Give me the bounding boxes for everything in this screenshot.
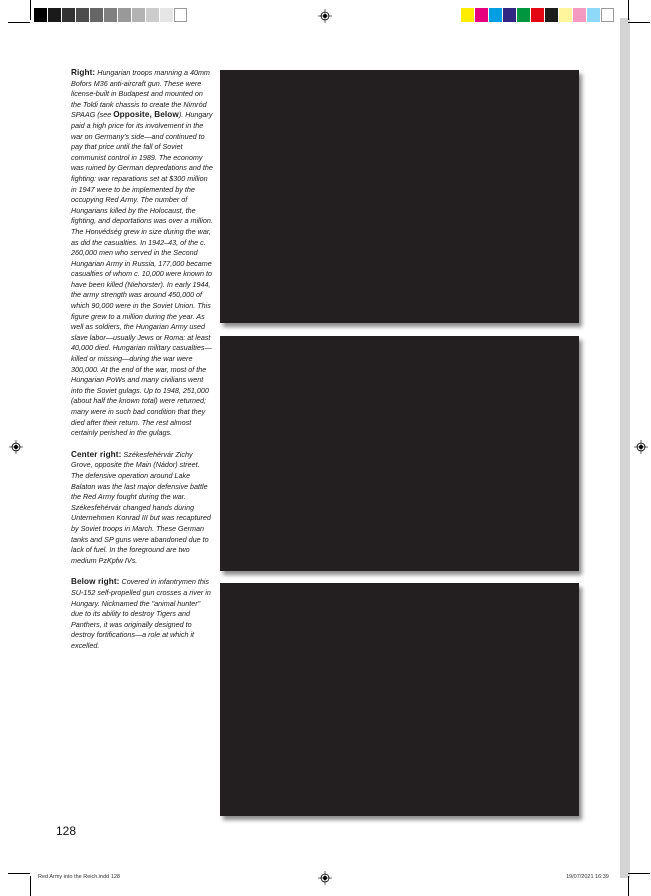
color-swatch: [461, 8, 474, 22]
photo-center-right: [220, 336, 579, 571]
registration-mark-icon: [634, 440, 648, 454]
color-swatch: [531, 8, 544, 22]
color-swatch: [503, 8, 516, 22]
caption-below-right: [71, 577, 213, 651]
caption-center-right: [71, 450, 213, 567]
crop-mark: [30, 0, 31, 20]
photo-below-right: [220, 583, 579, 816]
slug-filename: Red Army into the Reich.indd 128: [38, 874, 120, 880]
crop-mark: [628, 873, 650, 874]
slug-datetime: 19/07/2021 16:39: [566, 874, 609, 880]
color-swatch: [489, 8, 502, 22]
color-swatch: [174, 8, 187, 22]
caption-column: [71, 68, 213, 662]
crop-mark: [628, 0, 629, 20]
color-swatch: [34, 8, 47, 22]
caption-title: Center right:: [71, 449, 122, 459]
color-swatch: [587, 8, 600, 22]
color-swatch: [517, 8, 530, 22]
registration-mark-icon: [9, 440, 23, 454]
color-swatch: [76, 8, 89, 22]
photo-right: [220, 70, 579, 323]
color-swatch: [146, 8, 159, 22]
color-swatch: [601, 8, 614, 22]
crop-mark: [8, 873, 30, 874]
caption-title: Below right:: [71, 577, 120, 587]
color-swatch: [160, 8, 173, 22]
caption-right: [71, 68, 213, 439]
color-swatch: [559, 8, 572, 22]
color-swatch: [475, 8, 488, 22]
color-swatch: [48, 8, 61, 22]
page-number: 128: [56, 824, 77, 838]
caption-cross-reference: Opposite, Below: [113, 110, 179, 120]
registration-mark-icon: [318, 9, 332, 23]
color-swatch: [132, 8, 145, 22]
crop-mark: [628, 876, 629, 896]
registration-mark-icon: [318, 871, 332, 885]
color-swatch: [104, 8, 117, 22]
caption-body: Hungarian troops manning a 40mm Bofors M36 anti-aircraft gun. These were license-built in Budapest and mounted on the Toldi tank chassis to create the Nimród SPAAG (see: [71, 68, 210, 120]
color-swatch: [118, 8, 131, 22]
caption-body: Székesfehérvár Zichy Grove, opposite the Main (Nádor) street. The defensive operation around Lake Balaton was the last major defensive battle the Red Army fought during the war. Székesfehérvár changed hands during Unternehmen Konrad III but was recaptured by Soviet troops in March. These German tanks and SP guns were abandoned due to lack of fuel. In the foreground are two medium PzKpfw IVs.: [71, 449, 211, 565]
color-swatch: [573, 8, 586, 22]
color-swatch: [90, 8, 103, 22]
caption-body-continued: ). Hungary paid a high price for its involvement in the war on Germany's side—and continued to pay that price until the fall of Soviet communist control in 1989. The economy was ruined by German depredations and the fighting: war reparations set at $300 million in 1947 were to be implemented by the occupying Red Army. The number of Hungarians killed by the Holocaust, the fighting, and deportations was over a million. The Honvédség grew in size during the war, as did the casualties. In 1942–43, of the c. 260,000 men who served in the Second Hungarian Army in Russia, 177,000 became casualties of whom c. 10,000 were known to have been killed (Niehorster). In early 1944, the army strength was around 450,000 of which 90,000 were in the Soviet Union. This figure grew to a million during the year. As well as soldiers, the Hungarian Army used slave labor—usually Jews or Roma: at least 40,000 died. Hungarian military casualties—killed or missing—during the war were 300,000. At the end of the war, most of the Hungarian PoWs and many civilians went into the Soviet gulags. Up to 1948, 251,000 (about half the known total) were returned; many were in such bad condition that they died after their return. The rest almost certainly perished in the gulags.: [71, 110, 213, 438]
caption-title: Right:: [71, 68, 96, 77]
caption-body: Covered in infantrymen this SU-152 self-propelled gun crosses a river in Hungary. Nicknamed the "animal hunter" due to its ability to destroy Tigers and Panthers, it was originally designed to destroy fortifications—a role at which it excelled.: [71, 577, 211, 650]
crop-mark: [30, 876, 31, 896]
color-swatch: [545, 8, 558, 22]
color-swatch: [62, 8, 75, 22]
crop-mark: [628, 22, 650, 23]
margin-strip: [620, 18, 630, 878]
crop-mark: [8, 22, 30, 23]
